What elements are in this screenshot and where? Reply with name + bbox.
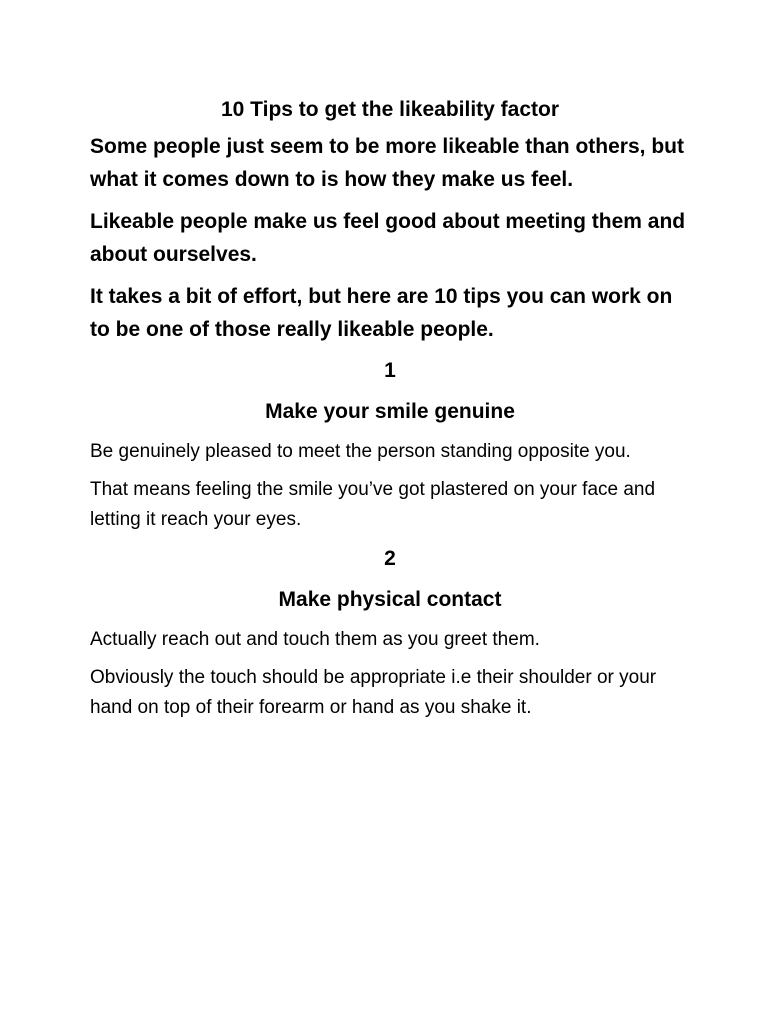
document-title: 10 Tips to get the likeability factor <box>220 98 560 121</box>
intro-paragraph: Likeable people make us feel good about meeting them and about ourselves. <box>90 210 686 266</box>
tip-paragraph: Actually reach out and touch them as you greet them. <box>90 629 540 650</box>
tip-heading: Make physical contact <box>278 588 502 611</box>
tip-number: 1 <box>384 359 396 382</box>
tip-paragraph: Obviously the touch should be appropriate i.e their shoulder or your hand on top of their forearm or hand as you shake it. <box>90 667 657 718</box>
tip-paragraph: That means feeling the smile you’ve got plastered on your face and letting it reach your eyes. <box>90 479 656 530</box>
tip-section <box>90 543 690 723</box>
tip-number: 2 <box>384 547 396 570</box>
tip-heading: Make your smile genuine <box>265 400 515 423</box>
intro-paragraph: Some people just seem to be more likeable than others, but what it comes down to is how they make us feel. <box>90 135 684 191</box>
tip-section <box>90 355 690 535</box>
tip-paragraph: Be genuinely pleased to meet the person standing opposite you. <box>90 441 631 462</box>
intro-paragraph: It takes a bit of effort, but here are 10 tips you can work on to be one of those really likeable people. <box>90 285 673 341</box>
document-page <box>90 94 690 731</box>
